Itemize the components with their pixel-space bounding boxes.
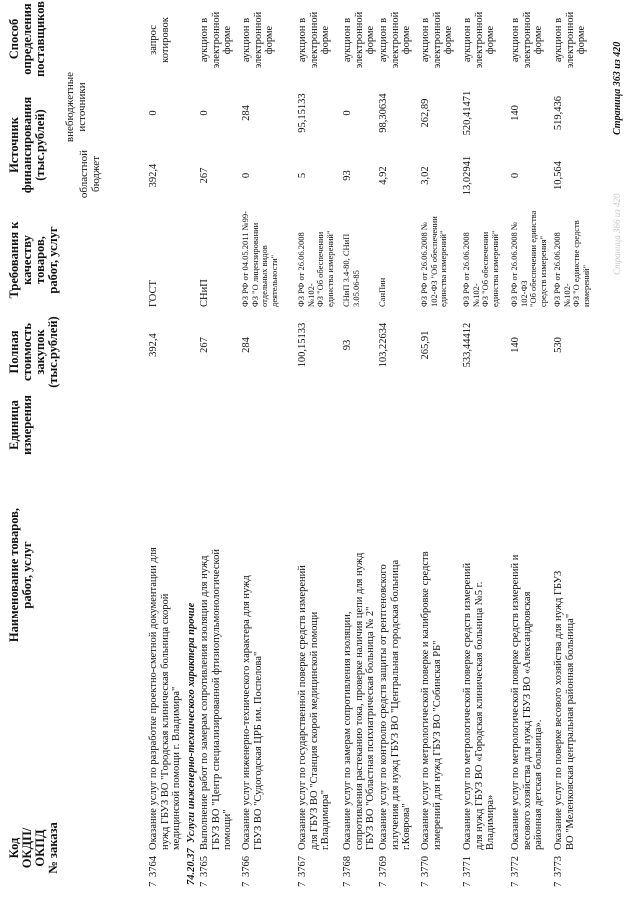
row-method: аукцион в электронной форме (510, 11, 544, 69)
row-extra: 140 (510, 105, 521, 121)
row-cost: 530 (553, 337, 564, 353)
row-code: 3770 (420, 856, 431, 877)
row-name: Оказание услуг инженерно-технического характера для нужд ГБУЗ ВО "Судогодская ЦРБ им. Поспелова" (241, 575, 264, 850)
row-extra: 520,41471 (462, 90, 473, 136)
row-method: аукцион в электронной форме (462, 11, 496, 69)
row-requirements: ГОСТ (148, 280, 159, 307)
row-method: аукцион в электронной форме (420, 11, 454, 69)
row-cost: 93 (342, 339, 353, 351)
header-method: Способ определения поставщиков (7, 1, 47, 77)
row-code: 3764 (148, 856, 159, 877)
row-cost: 533,44412 (462, 322, 473, 368)
row-index: 7 (553, 881, 564, 887)
row-extra: 0 (199, 110, 210, 116)
row-cost: 265,91 (420, 330, 431, 360)
row-name: Оказание услуг по метрологической поверке средств измерений для нужд ГБУЗ ВО «Городская клиническая больница №5 г. Владимира» (462, 562, 496, 850)
row-index: 7 (420, 881, 431, 887)
header-requirements: Требования к качеству товаров, работ, услуг (7, 221, 60, 299)
row-requirements: ФЗ РФ от 04.05.2011 №99- ФЗ "О лицензировании отдельных видов деятельности" (240, 211, 279, 307)
header-source-regional: областной бюджет (78, 149, 102, 199)
row-regional: 93 (342, 170, 353, 181)
row-cost: 284 (241, 337, 252, 353)
row-extra: 262,89 (420, 98, 431, 128)
row-method: аукцион в электронной форме (199, 11, 233, 69)
row-name: Оказание услуг по метрологической поверке и калибровке средств измерений для нужд ГБУЗ ВО "Собинская РБ" (420, 551, 443, 850)
row-code: 3771 (462, 856, 473, 877)
page-number: Страница 363 из 420 (612, 41, 623, 135)
header-source-extra: внебюджетные источники (64, 71, 88, 143)
header-code: Код ОКДП/ ОКПД № заказа (7, 822, 60, 874)
row-method: запрос котировок (148, 17, 171, 63)
row-requirements: СНиП 3.4-80, СНиП 3.05.06-85 (341, 233, 361, 307)
row-index: 7 (148, 881, 159, 887)
row-requirements: ФЗ РФ от 26.06.2008 №102- ФЗ "Об обеспечении единства измерений" (461, 230, 500, 307)
row-index: 7 (241, 881, 252, 887)
row-regional: 4,92 (378, 166, 389, 185)
faint-page-stamp: Страница 366 из 420 (612, 193, 622, 275)
row-name: Оказание услуг по замерам сопротивления изоляции, сопротивления растеканию тока, проверке наличия цепи для нужд ГБУЗ ВО "Областная психиатрическая больница № 2" (342, 552, 376, 850)
row-cost: 140 (510, 337, 521, 353)
header-cost: Полная стоимость закупок (тыс.рублей) (7, 316, 60, 388)
header-source: Источник финансирования (тыс.рублей) (7, 96, 47, 194)
row-name: Оказание услуг по контролю средств защиты от рентгеновского излучения для нужд ГБУЗ ВО "Центральная городская больница г.Коврова" (378, 559, 412, 850)
header-unit: Единица измерения (7, 395, 34, 455)
row-name: Выполнение работ по замерам сопротивления изоляции для нужд ГБУЗ ВО "Центр специализированной фтизиопульмонологической помощи" (199, 549, 233, 850)
row-name: Оказание услуг по государственной поверке средств измерений для ГБУЗ ВО "Станция скорой медицинской помощи г.Владимира" (297, 565, 331, 850)
row-index: 7 (199, 881, 210, 887)
row-code: 3765 (199, 856, 210, 877)
row-regional: 267 (199, 167, 210, 184)
row-extra: 0 (342, 110, 353, 116)
section-heading: 74.20.37 Услуги инженерно-технического характера прочие (186, 602, 197, 885)
row-regional: 10,564 (553, 161, 564, 190)
header-name: Наименование товаров, работ, услуг (7, 507, 34, 643)
row-requirements: ФЗ РФ от 26.06.2008 №102- ФЗ "О единстве средств измерений" (552, 220, 591, 307)
row-index: 7 (510, 881, 521, 887)
row-method: аукцион в электронной форме (553, 11, 587, 69)
row-cost: 103,22634 (378, 322, 389, 368)
row-method: аукцион в электронной форме (342, 11, 376, 69)
row-index: 7 (297, 881, 308, 887)
row-code: 3772 (510, 856, 521, 877)
row-cost: 100,15133 (297, 322, 308, 368)
row-extra: 519,436 (553, 95, 564, 131)
row-code: 3768 (342, 856, 353, 877)
row-index: 7 (342, 881, 353, 887)
row-requirements: ФЗ РФ от 26.06.2008 № 102-ФЗ "Об обеспечении единства средств измерения" (509, 210, 548, 307)
row-requirements: СанПин (377, 277, 387, 307)
row-extra: 284 (241, 105, 252, 121)
row-regional: 392,4 (148, 163, 159, 188)
row-regional: 3,02 (420, 166, 431, 185)
row-regional: 13,02941 (462, 155, 473, 196)
row-extra: 98,30634 (378, 93, 389, 133)
row-regional: 0 (510, 172, 521, 179)
row-index: 7 (462, 881, 473, 887)
row-name: Оказание услуг по поверке весового хозяйства для нужд ГБУЗ ВО "Меленковская центральная районная больница" (553, 570, 576, 850)
row-requirements: СНиП (199, 279, 210, 307)
row-requirements: ФЗ РФ от 26.06.2008 №102- ФЗ "Об обеспечении единства измерений" (296, 230, 335, 307)
row-name: Оказание услуг по метрологической поверке средств измерений и весового хозяйства для нужд ГБУЗ ВО «Александровская районная детская больница». (510, 554, 544, 850)
row-cost: 267 (199, 337, 210, 353)
row-code: 3773 (553, 856, 564, 877)
row-cost: 392,4 (148, 333, 159, 357)
row-regional: 5 (297, 172, 308, 179)
row-method: аукцион в электронной форме (241, 11, 275, 69)
row-method: аукцион в электронной форме (297, 11, 331, 69)
row-requirements: ФЗ РФ от 26.06.2008 № 102-ФЗ "Об обеспечении единства измерений" (419, 216, 448, 307)
row-method: аукцион в электронной форме (378, 11, 412, 69)
row-code: 3766 (241, 856, 252, 877)
row-regional: 0 (241, 172, 252, 179)
row-index: 7 (378, 881, 389, 887)
row-code: 3769 (378, 856, 389, 877)
row-extra: 95,15133 (297, 93, 308, 133)
row-name: Оказание услуг по разработке проектно-сметной документации для нужд ГБУЗ ВО "Городская клиническая больница скорой медицинской помощи г. Владимира" (148, 547, 182, 850)
row-extra: 0 (148, 110, 159, 116)
row-code: 3767 (297, 856, 308, 877)
